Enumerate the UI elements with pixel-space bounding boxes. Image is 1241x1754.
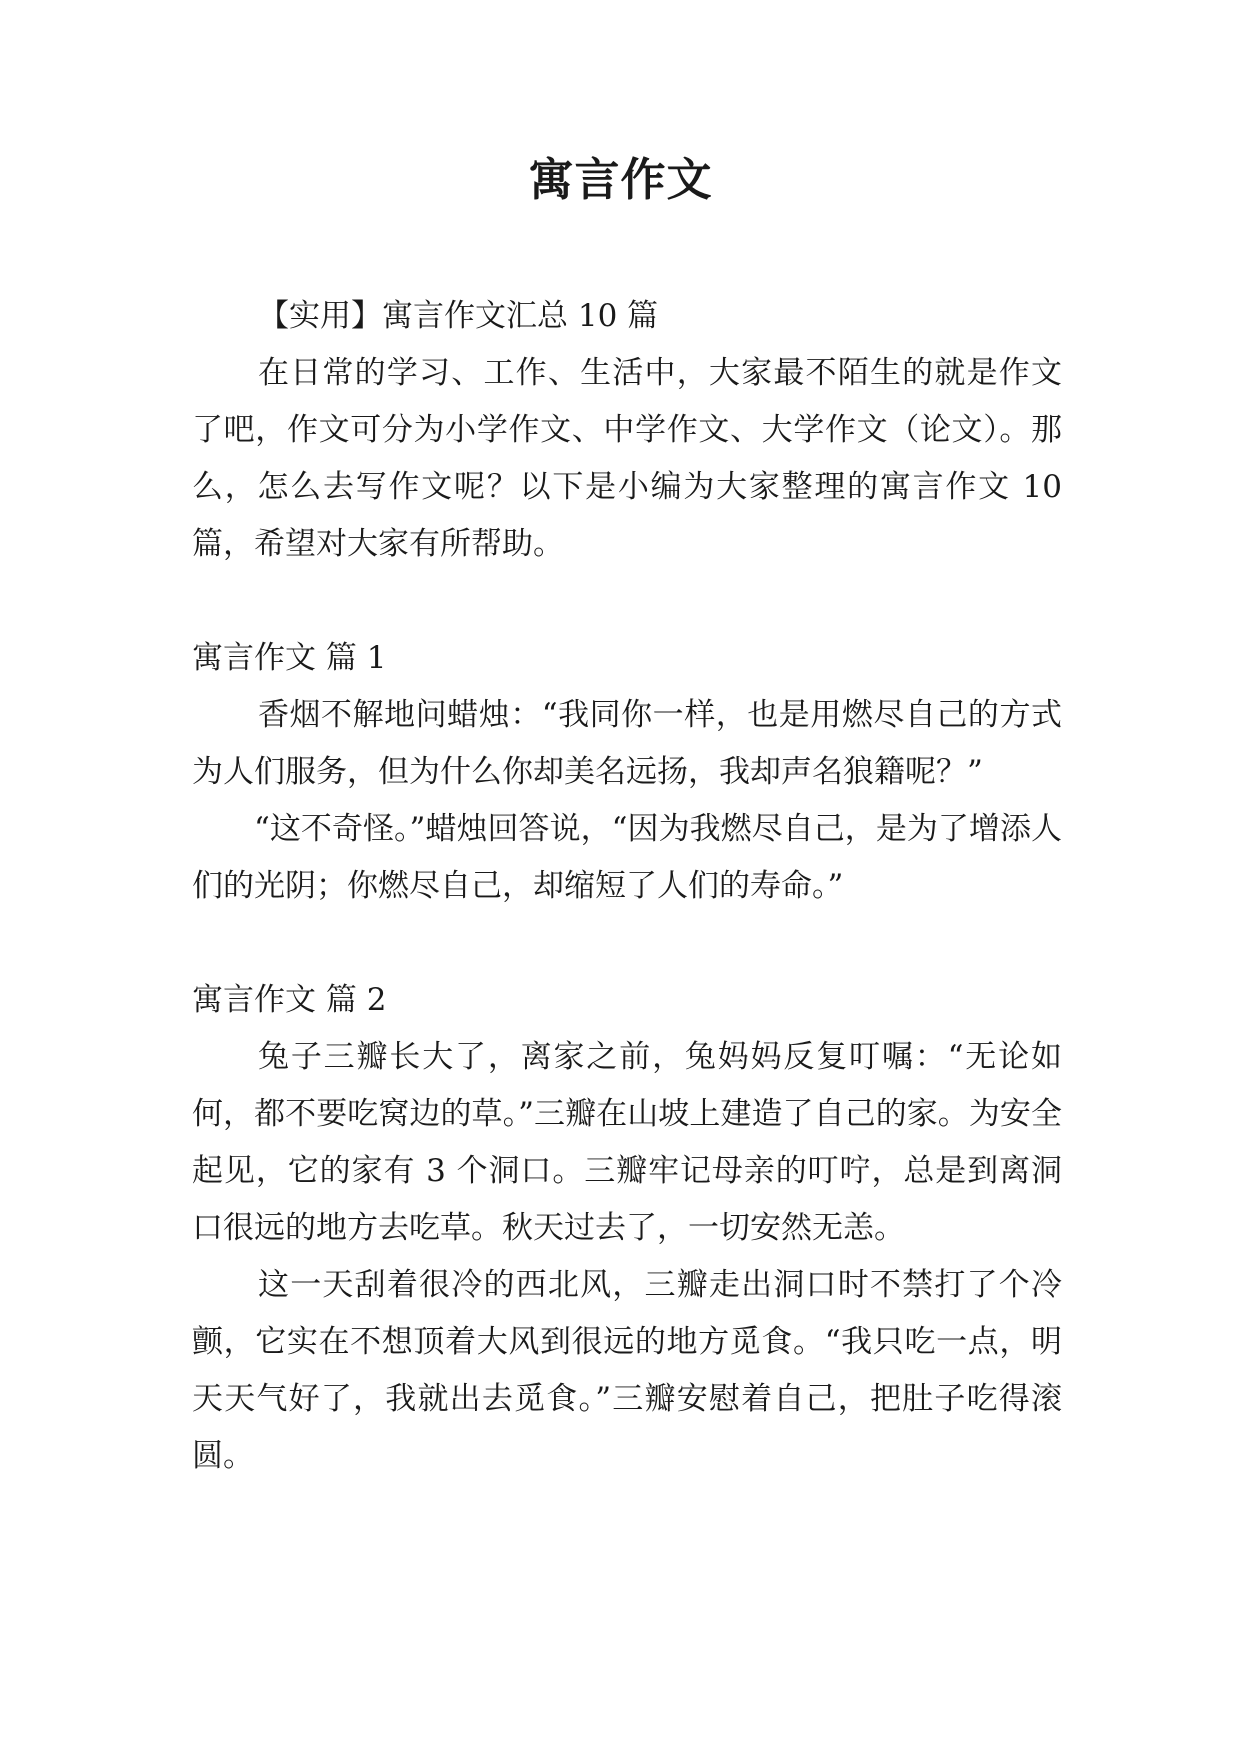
document-title: 寓言作文: [528, 153, 713, 206]
section-1-paragraph-2: “这不奇怪。”蜡烛回答说，“因为我燃尽自己，是为了增添人们的光阴；你燃尽自己，却缩短了人们的寿命。”: [192, 811, 1062, 904]
section-2-paragraph-2: 这一天刮着很冷的西北风，三瓣走出洞口时不禁打了个冷颤，它实在不想顶着大风到很远的地方觅食。“我只吃一点，明天天气好了，我就出去觅食。”三瓣安慰着自己，把肚子吃得滚圆。: [192, 1267, 1062, 1474]
section-2-paragraph-1: 兔子三瓣长大了，离家之前，兔妈妈反复叮嘱：“无论如何，都不要吃窝边的草。”三瓣在山坡上建造了自己的家。为安全起见，它的家有 3 个洞口。三瓣牢记母亲的叮咛，总是到离洞口很远的地方去吃草。秋天过去了，一切安然无恙。: [192, 1039, 1062, 1246]
intro-paragraph: 在日常的学习、工作、生活中，大家最不陌生的就是作文了吧，作文可分为小学作文、中学作文、大学作文（论文）。那么，怎么去写作文呢？以下是小编为大家整理的寓言作文 10 篇，希望对大家有所帮助。: [192, 355, 1062, 562]
section-heading-2: 寓言作文 篇 2: [192, 982, 387, 1018]
document-body: [192, 288, 1062, 1485]
intro-subtitle: 【实用】寓言作文汇总 10 篇: [258, 298, 659, 334]
section-heading-1: 寓言作文 篇 1: [192, 640, 387, 676]
section-1-paragraph-1: 香烟不解地问蜡烛：“我同你一样，也是用燃尽自己的方式为人们服务，但为什么你却美名远扬，我却声名狼籍呢？”: [192, 697, 1062, 790]
